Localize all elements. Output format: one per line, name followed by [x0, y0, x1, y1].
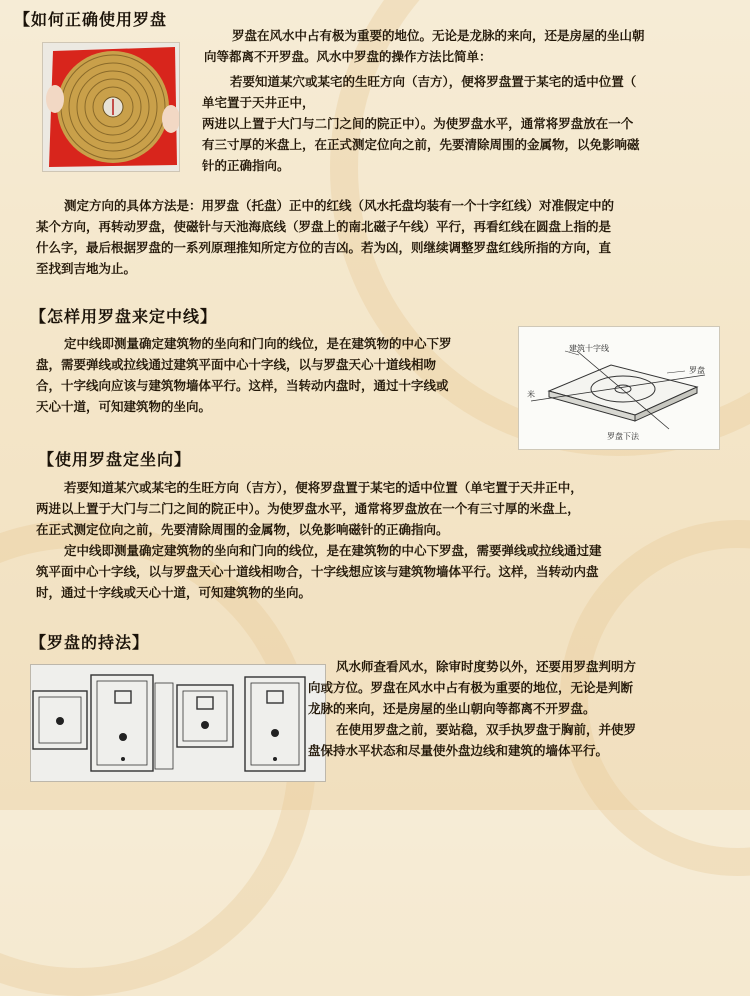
s3-line: 在正式测定位向之前，先要清除周围的金属物，以免影响磁针的正确指向。: [36, 522, 449, 537]
s1-steps: [202, 71, 732, 176]
s4-line: 盘保持水平状态和尽量使外盘边线和建筑的墙体平行。: [308, 743, 609, 758]
s3-line: 定中线即测量确定建筑物的坐向和门向的线位，是在建筑物的中心下罗盘，需要弹线或拉线通过建: [64, 543, 602, 558]
diagram-label-base: 米: [527, 390, 535, 399]
s4-body: [308, 656, 728, 761]
s2-line: 定中线即测量确定建筑物的坐向和门向的线位，是在建筑物的中心下罗: [64, 336, 452, 351]
floorplan-image: [31, 665, 325, 781]
holding-floorplans: [30, 664, 326, 782]
s2-line: 合，十字线向应该与建筑物墙体平行。这样，当转动内盘时，通过十字线或: [36, 378, 449, 393]
s2-line: 天心十道，可知建筑物的坐向。: [36, 399, 212, 414]
s4-line: 向或方位。罗盘在风水中占有极为重要的地位，无论是判断: [308, 680, 634, 695]
s4-line: 在使用罗盘之前，要站稳，双手执罗盘于胸前，并使罗: [336, 722, 637, 737]
s1-steps-line: 若要知道某穴或某宅的生旺方向（吉方），便将罗盘置于某宅的适中位置（: [230, 74, 637, 89]
diagram-caption: 罗盘下法: [607, 432, 639, 441]
compass-placement-diagram: [518, 326, 720, 450]
compass-image: [43, 43, 179, 171]
section-title-center-line: 【怎样用罗盘来定中线】: [30, 307, 218, 326]
s1-steps-line: 单宅置于天井正中，: [202, 95, 315, 110]
s1-steps-line: 两进以上置于大门与二门之间的院正中）。为使罗盘水平，通常将罗盘放在一个: [202, 116, 634, 131]
s3-line: 两进以上置于大门与二门之间的院正中）。为使罗盘水平，通常将罗盘放在一个有三寸厚的米盘上，: [36, 501, 580, 516]
s1-intro-line: 向等都离不开罗盘。风水中罗盘的操作方法比简单：: [204, 49, 492, 64]
s2-body: [36, 333, 516, 417]
s3-body: [36, 477, 736, 603]
section-title-orientation: 【使用罗盘定坐向】: [38, 450, 192, 469]
s3-line: 时，通过十字线或天心十道，可知建筑物的坐向。: [36, 585, 312, 600]
s1-method-line: 某个方向，再转动罗盘，使磁针与天池海底线（罗盘上的南北磁子午线）平行，再看红线在圆盘上指的是: [36, 219, 612, 234]
s3-line: 若要知道某穴或某宅的生旺方向（吉方），便将罗盘置于某宅的适中位置（单宅置于天井正中，: [64, 480, 583, 495]
s4-line: 龙脉的来向，还是房屋的坐山朝向等都离不开罗盘。: [308, 701, 596, 716]
diagram-label-compass: 罗盘: [689, 366, 705, 375]
placement-diagram-image: [519, 327, 719, 449]
s1-intro-line: 罗盘在风水中占有极为重要的地位。无论是龙脉的来向，还是房屋的坐山朝: [232, 28, 645, 43]
s1-method-line: 测定方向的具体方法是：用罗盘（托盘）正中的红线（风水托盘均装有一个十字红线）对准假定中的: [64, 198, 615, 213]
s1-steps-line: 针的正确指向。: [202, 158, 290, 173]
s1-method-line: 什么字，最后根据罗盘的一系列原理推知所定方位的吉凶。若为凶，则继续调整罗盘红线所指的方向，直: [36, 240, 612, 255]
section-title-holding: 【罗盘的持法】: [30, 633, 150, 652]
s2-line: 盘，需要弹线或拉线通过建筑平面中心十字线，以与罗盘天心十道线相吻: [36, 357, 437, 372]
compass-photo: [42, 42, 180, 172]
diagram-label-cross: 建筑十字线: [569, 344, 609, 353]
s1-intro: [204, 25, 732, 67]
section-title-compass-usage: 【如何正确使用罗盘: [14, 10, 168, 29]
s1-method-line: 至找到吉地为止。: [36, 261, 137, 276]
s1-steps-line: 有三寸厚的米盘上，在正式测定位向之前，先要清除周围的金属物，以免影响磁: [202, 137, 640, 152]
s4-line: 风水师查看风水，除审时度势以外，还要用罗盘判明方: [336, 659, 637, 674]
s1-method: [36, 195, 736, 279]
s3-line: 筑平面中心十字线，以与罗盘天心十道线相吻合，十字线想应该与建筑物墙体平行。这样，当转动内盘: [36, 564, 599, 579]
